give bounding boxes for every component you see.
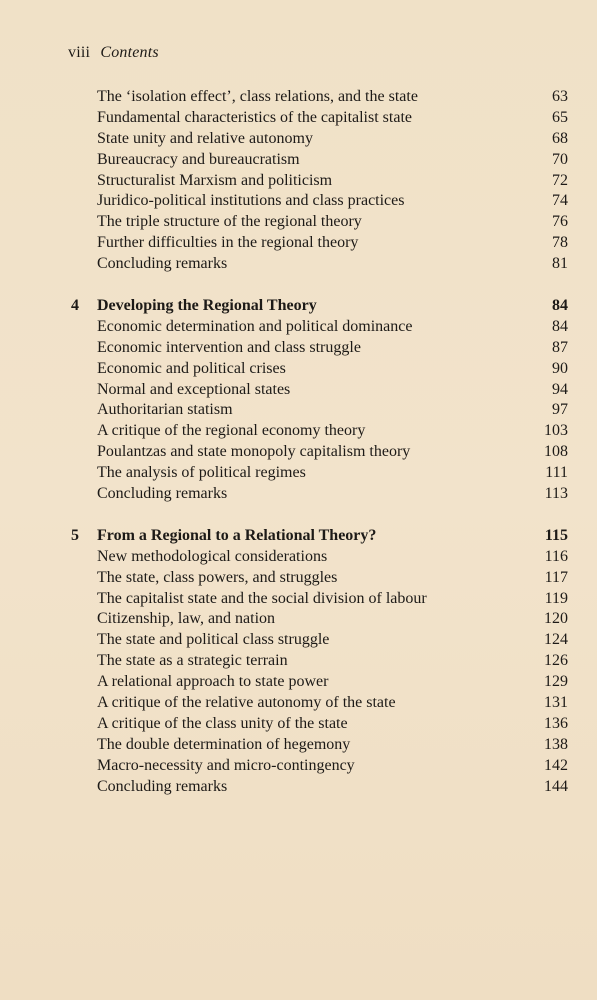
toc-entry — [68, 484, 570, 505]
toc-entry-title: The state and political class struggle — [97, 631, 330, 649]
chapter-page-number: 115 — [544, 526, 568, 544]
toc-entry — [68, 150, 570, 171]
chapter-page-number: 84 — [552, 297, 568, 315]
toc-entry-page-number: 144 — [544, 777, 568, 795]
toc-entry-page-number: 97 — [552, 401, 568, 419]
toc-entry-title: Concluding remarks — [97, 485, 228, 503]
toc-entry — [68, 191, 570, 212]
section-gap — [68, 275, 570, 296]
toc-entry-title: A critique of the relative autonomy of the state — [97, 694, 396, 712]
toc-entry-title: Citizenship, law, and nation — [97, 610, 276, 628]
toc-entry-title: The state, class powers, and struggles — [97, 568, 338, 586]
toc-entry-page-number: 81 — [552, 255, 568, 273]
toc-entry — [68, 400, 570, 421]
toc-entry-title: Fundamental characteristics of the capitalist state — [97, 108, 412, 126]
toc-entry-title: A relational approach to state power — [97, 673, 329, 691]
toc-entry-page-number: 108 — [544, 443, 568, 461]
toc-entry-title: Structuralist Marxism and politicism — [97, 171, 333, 189]
toc-entry — [68, 317, 570, 338]
section-gap — [68, 505, 570, 526]
toc-entry — [68, 108, 570, 129]
toc-entry — [68, 171, 570, 192]
toc-entry — [68, 735, 570, 756]
toc-entry-page-number: 113 — [544, 485, 568, 503]
toc-entry-page-number: 103 — [544, 422, 568, 440]
toc-entry-page-number: 70 — [552, 150, 568, 168]
toc-entry — [68, 254, 570, 275]
toc-entry-page-number: 111 — [545, 464, 568, 482]
toc-entry-title: Authoritarian statism — [97, 401, 233, 419]
toc-entry — [68, 589, 570, 610]
toc-entry-title: The state as a strategic terrain — [97, 652, 288, 670]
toc-entry-title: The analysis of political regimes — [97, 464, 306, 482]
toc-entry — [68, 609, 570, 630]
table-of-contents — [68, 87, 570, 798]
toc-entry-page-number: 65 — [552, 108, 568, 126]
toc-entry — [68, 756, 570, 777]
toc-entry-title: Concluding remarks — [97, 777, 228, 795]
toc-entry-page-number: 78 — [552, 234, 568, 252]
toc-entry — [68, 87, 570, 108]
toc-entry — [68, 421, 570, 442]
toc-entry — [68, 338, 570, 359]
toc-entry-title: Further difficulties in the regional theory — [97, 234, 359, 252]
running-head — [68, 44, 159, 62]
toc-entry-title: Economic intervention and class struggle — [97, 338, 361, 356]
toc-entry — [68, 777, 570, 798]
toc-entry-page-number: 119 — [544, 589, 568, 607]
toc-entry-title: Poulantzas and state monopoly capitalism theory — [97, 443, 411, 461]
toc-entry — [68, 714, 570, 735]
toc-entry-title: Economic and political crises — [97, 359, 286, 377]
toc-entry — [68, 212, 570, 233]
toc-entry-page-number: 117 — [544, 568, 568, 586]
toc-entry-page-number: 131 — [544, 694, 568, 712]
toc-entry-title: Normal and exceptional states — [97, 380, 291, 398]
toc-entry-page-number: 84 — [552, 317, 568, 335]
toc-entry-page-number: 142 — [544, 756, 568, 774]
toc-entry-page-number: 87 — [552, 338, 568, 356]
toc-entry-title: The triple structure of the regional theory — [97, 213, 362, 231]
toc-entry-page-number: 68 — [552, 129, 568, 147]
toc-entry-page-number: 90 — [552, 359, 568, 377]
toc-entry-title: Juridico-political institutions and class practices — [97, 192, 405, 210]
chapter-heading — [68, 296, 570, 317]
toc-entry — [68, 233, 570, 254]
toc-entry-title: Concluding remarks — [97, 255, 228, 273]
toc-entry-title: New methodological considerations — [97, 547, 328, 565]
toc-entry-page-number: 63 — [552, 88, 568, 105]
toc-entry — [68, 129, 570, 150]
toc-entry — [68, 693, 570, 714]
toc-entry-page-number: 124 — [544, 631, 568, 649]
toc-entry-title: The double determination of hegemony — [97, 735, 351, 753]
toc-entry-page-number: 72 — [552, 171, 568, 189]
toc-entry-page-number: 138 — [544, 735, 568, 753]
toc-entry — [68, 651, 570, 672]
chapter-title: Developing the Regional Theory — [97, 297, 317, 315]
toc-entry-title: A critique of the regional economy theory — [97, 422, 366, 440]
chapter-title: From a Regional to a Relational Theory? — [97, 526, 377, 544]
chapter-number: 5 — [71, 526, 79, 544]
toc-entry-page-number: 129 — [544, 673, 568, 691]
toc-entry-page-number: 120 — [544, 610, 568, 628]
page-folio: viii — [68, 44, 91, 61]
toc-entry — [68, 359, 570, 380]
toc-entry — [68, 630, 570, 651]
toc-entry — [68, 463, 570, 484]
toc-entry — [68, 672, 570, 693]
toc-entry-page-number: 136 — [544, 714, 568, 732]
chapter-number: 4 — [71, 297, 79, 315]
toc-entry-page-number: 76 — [552, 213, 568, 231]
toc-entry — [68, 380, 570, 401]
toc-entry-page-number: 74 — [552, 192, 568, 210]
chapter-heading — [68, 526, 570, 547]
toc-entry-title: Bureaucracy and bureaucratism — [97, 150, 300, 168]
toc-entry-page-number: 116 — [544, 547, 568, 565]
toc-entry-title: A critique of the class unity of the state — [97, 714, 348, 732]
toc-entry-page-number: 94 — [552, 380, 568, 398]
toc-entry — [68, 442, 570, 463]
running-head-title: Contents — [100, 44, 159, 61]
toc-entry — [68, 568, 570, 589]
toc-entry-title: Economic determination and political dominance — [97, 317, 413, 335]
toc-entry-title: Macro-necessity and micro-contingency — [97, 756, 355, 774]
toc-entry-title: State unity and relative autonomy — [97, 129, 313, 147]
toc-entry — [68, 547, 570, 568]
toc-entry-page-number: 126 — [544, 652, 568, 670]
toc-entry-title: The capitalist state and the social division of labour — [97, 589, 427, 607]
toc-entry-title: The ‘isolation effect’, class relations, and the state — [97, 88, 418, 105]
